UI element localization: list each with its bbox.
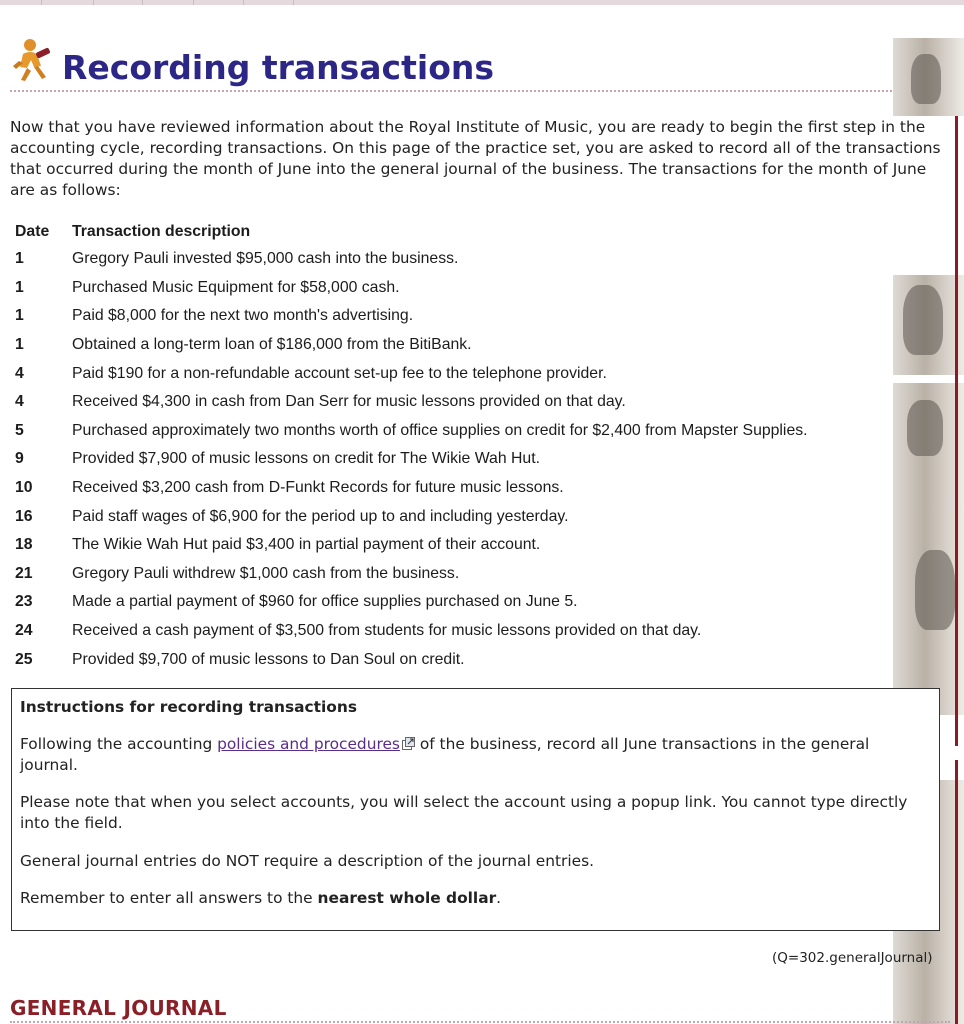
table-row <box>10 445 808 474</box>
date-column-header: Date <box>15 223 50 240</box>
row-description: Received $4,300 in cash from Dan Serr for music lessons provided on that day. <box>72 393 626 411</box>
table-row <box>10 502 808 531</box>
table-row <box>10 474 808 503</box>
row-description: Obtained a long-term loan of $186,000 from the BitiBank. <box>72 336 472 354</box>
table-row <box>10 617 808 646</box>
row-date: 1 <box>15 307 24 325</box>
row-description: Paid $190 for a non-refundable account set-up fee to the telephone provider. <box>72 364 607 382</box>
table-row <box>10 331 808 360</box>
sidebar-accent-line-lower <box>955 760 958 1024</box>
table-row <box>10 302 808 331</box>
description-column-header: Transaction description <box>72 223 251 240</box>
table-row <box>10 645 808 674</box>
instructions-text: Remember to enter all answers to the <box>20 889 318 907</box>
external-link-icon[interactable] <box>402 737 415 750</box>
row-date: 1 <box>15 278 24 296</box>
row-description: The Wikie Wah Hut paid $3,400 in partial payment of their account. <box>72 536 541 554</box>
row-date: 5 <box>15 421 24 439</box>
row-description: Purchased approximately two months worth of office supplies on credit for $2,400 from Mapster Supplies. <box>72 421 808 439</box>
row-description: Received a cash payment of $3,500 from students for music lessons provided on that day. <box>72 622 702 640</box>
instructions-policies-paragraph <box>20 734 925 776</box>
instructions-rounding-note <box>20 888 925 909</box>
table-row <box>10 531 808 560</box>
table-row <box>10 588 808 617</box>
row-description: Paid staff wages of $6,900 for the period up to and including yesterday. <box>72 507 569 525</box>
top-strip <box>0 0 964 5</box>
row-date: 10 <box>15 479 33 497</box>
table-row <box>10 560 808 589</box>
page-header <box>10 36 890 88</box>
row-date: 4 <box>15 364 24 382</box>
row-date: 24 <box>15 622 33 640</box>
row-date: 18 <box>15 536 33 554</box>
table-header-row <box>10 219 808 245</box>
row-description: Purchased Music Equipment for $58,000 cash. <box>72 278 400 296</box>
sidebar-accent-line <box>955 116 958 746</box>
instructions-description-note: General journal entries do NOT require a description of the journal entries. <box>20 852 595 870</box>
page-title: Recording transactions <box>62 48 495 87</box>
instructions-popup-note: Please note that when you select accounts, you will select the account using a popup link. You cannot type directly into the field. <box>20 793 908 832</box>
row-description: Made a partial payment of $960 for office supplies purchased on June 5. <box>72 593 578 611</box>
row-description: Gregory Pauli withdrew $1,000 cash from the business. <box>72 564 460 582</box>
instructions-text: . <box>496 889 502 907</box>
row-date: 16 <box>15 507 33 525</box>
table-row <box>10 388 808 417</box>
table-row <box>10 359 808 388</box>
row-date: 4 <box>15 393 24 411</box>
table-row <box>10 245 808 274</box>
musician-icon <box>10 36 56 82</box>
section-heading-general-journal: GENERAL JOURNAL <box>10 996 227 1020</box>
row-description: Provided $9,700 of music lessons to Dan Soul on credit. <box>72 650 465 668</box>
table-row <box>10 274 808 303</box>
row-date: 21 <box>15 564 33 582</box>
instructions-text: of the business, record all June transactions in the general journal. <box>20 735 870 774</box>
row-description: Provided $7,900 of music lessons on credit for The Wikie Wah Hut. <box>72 450 540 468</box>
question-code: (Q=302.generalJournal) <box>772 950 933 966</box>
row-description: Gregory Pauli invested $95,000 cash into the business. <box>72 250 459 268</box>
instructions-box <box>11 688 940 931</box>
intro-paragraph: Now that you have reviewed information about the Royal Institute of Music, you are ready to begin the first step in the accounting cycle, recording transactions. On this page of the practice set, you are asked to record all of the transactions that occurred during the month of June into the general journal of the business. The transactions for the month of June are as follows: <box>10 118 941 199</box>
title-divider <box>10 90 892 92</box>
row-description: Paid $8,000 for the next two month's advertising. <box>72 307 414 325</box>
instructions-heading: Instructions for recording transactions <box>20 698 357 716</box>
instructions-emphasis: nearest whole dollar <box>317 889 497 907</box>
section-divider <box>10 1021 950 1023</box>
row-date: 1 <box>15 250 24 268</box>
row-date: 1 <box>15 336 24 354</box>
policies-and-procedures-link[interactable]: policies and procedures <box>217 735 400 753</box>
row-date: 9 <box>15 450 24 468</box>
row-description: Received $3,200 cash from D-Funkt Records for future music lessons. <box>72 479 564 497</box>
table-row <box>10 417 808 446</box>
row-date: 23 <box>15 593 33 611</box>
instructions-text: Following the accounting <box>20 735 218 753</box>
row-date: 25 <box>15 650 33 668</box>
transactions-table <box>10 219 808 674</box>
